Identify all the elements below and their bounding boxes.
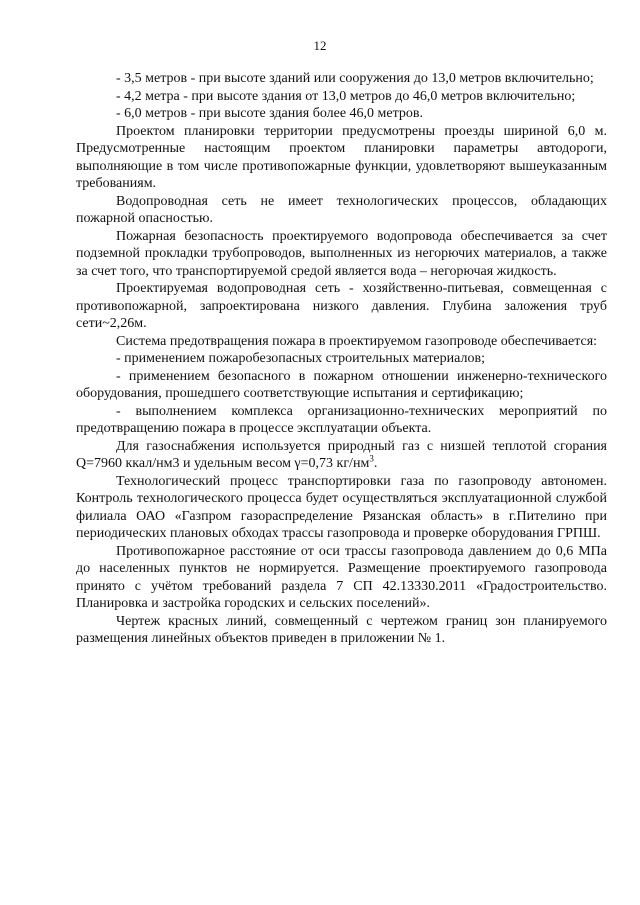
paragraph-water-network: Водопроводная сеть не имеет технологических процессов, обладающих пожарной опасностью.	[76, 193, 607, 226]
paragraph-measures: - выполнением комплекса организационно-технических мероприятий по предотвращению пожара в процессе эксплуатации объекта.	[76, 403, 607, 436]
document-body	[76, 70, 607, 648]
paragraph-gas-supply	[76, 438, 607, 473]
paragraph-fire-safety: Пожарная безопасность проектируемого водопровода обеспечивается за счет подземной прокладки трубопроводов, выполненных из негорючих материалов, а также за счет того, что транспортируемой средой является вода – негорючая жидкость.	[76, 228, 607, 279]
paragraph-fire-distance: Противопожарное расстояние от оси трассы газопровода давлением до 0,6 МПа до населенных пунктов не нормируется. Размещение проектируемого газопровода принято с учётом требований раздела 7 СП 42.13330.2011 «Градостроительство. Планировка и застройка городских и сельских поселений».	[76, 543, 607, 611]
paragraph-red-lines-drawing: Чертеж красных линий, совмещенный с чертежом границ зон планируемого размещения линейных объектов приведен в приложении № 1.	[76, 613, 607, 646]
gas-supply-end: .	[373, 456, 378, 471]
paragraph-road-widths: Проектом планировки территории предусмотрены проезды шириной 6,0 м. Предусмотренные настоящим проектом планировки параметры автодороги, выполняющие в том числе противопожарные функции, удовлетворяют вышеуказанным требованиям.	[76, 123, 607, 191]
paragraph-building-height-2: - 4,2 метра - при высоте здания от 13,0 метров до 46,0 метров включительно;	[116, 88, 576, 104]
paragraph-transport-process: Технологический процесс транспортировки газа по газопроводу автономен. Контроль технологического процесса будет осуществляться эксплуатационной службой филиала ОАО «Газпром газораспределение Рязанская область» в г.Пителино при периодических плановых обходах трассы газопровода и проверке оборудования ГРПШ.	[76, 473, 607, 541]
paragraph-equipment: - применением безопасного в пожарном отношении инженерно-технического оборудования, прошедшего соответствующие испытания и сертификацию;	[76, 368, 607, 401]
page-number: 12	[313, 38, 327, 53]
paragraph-materials: - применением пожаробезопасных строительных материалов;	[116, 351, 485, 366]
paragraph-building-height-1: - 3,5 метров - при высоте зданий или сооружения до 13,0 метров включительно;	[116, 71, 594, 86]
paragraph-fire-prevention-system: Система предотвращения пожара в проектируемом газопроводе обеспечивается:	[116, 333, 598, 349]
gas-supply-text: Для газоснабжения используется природный газ с низшей теплотой сгорания Q=7960 ккал/нм3 и удельным весом γ=0,73 кг/нм	[76, 438, 607, 471]
paragraph-building-height-3: - 6,0 метров - при высоте здания более 46,0 метров.	[116, 106, 424, 121]
paragraph-water-pipeline: Проектируемая водопроводная сеть - хозяйственно-питьевая, совмещенная с противопожарной, запроектирована низкого давления. Глубина заложения труб сети~2,26м.	[76, 281, 607, 331]
gas-supply-superscript: 3	[369, 453, 374, 464]
